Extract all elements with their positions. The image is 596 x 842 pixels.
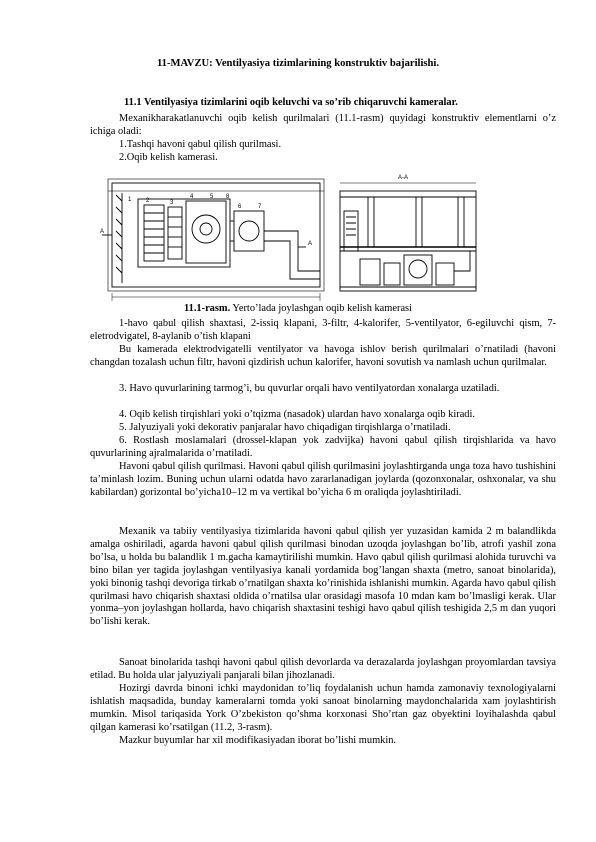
callout-number: 8 [226,194,230,200]
basement-supply-chamber-figure [98,171,480,303]
paragraph-last: Mazkur buyumlar har xil modifikasiyadan iborat bo’lishi mumkin. [119,735,397,746]
paragraph-mechanical: Mexanik va tabiiy ventilyasiya tizimlarida havoni qabul qilish yer yuzasidan kamida 2 m balandlikda amalga oshiriladi, agarda havoni qabul qilish qurilmasi binodan uzoqda joylashgan bo’lib, atrofi yashil zona bo’lsa, u holda bu balandlik 1 m.gacha kamaytirilishi mumkin. Havo qabul qilish qurilmasi alohida turuvchi va bino bilan yer tagida joylashgan ventilyasiya kanali yordamida bog’langan shaxta (metro, sanoat binolarida), yoki binonig tashqi devoriga tirkab o’rnatilgan shaxta ko’rinishida ishlanishi mumkin. Agarda havo qabul qilish qurilmasi havo chiqarish shaxtasi oldida o’rnatilsa ular orasidagi masofa 10 mdan kam bo’lmasligi kerak. Ular yonma–yon joylashgan hollarda, havo chiqarish shaxtasini teshigi havo qabul qilish teshigida 2,5 m dan yuqori bo’lishi kerak. [90,526,556,628]
section-heading: 11.1 Ventilyasiya tizimlarini oqib keluvchi va so’rib chiqaruvchi kameralar. [124,97,458,108]
callout-number: 2 [146,198,150,204]
callout-number: 3 [170,200,174,206]
paragraph-item-5: 5. Jalyuziyali yoki dekorativ panjaralar havo chiqadigan tirqishlarga o’rnatiladi. [119,422,451,433]
paragraph-chamber: Bu kamerada elektrodvigatelli ventilyator va havoga ishlov berish qurilmalari o’rnatiladi (havoni changdan tozalash uchun filtr, havoni qizdirish uchun kalorifer, havoni sovutish va namlash uchun qurilmalar. [90,344,556,368]
page-title: 11-MAVZU: Ventilyasiya tizimlarining konstruktiv bajarilishi. [156,58,440,69]
section-mark-a-left: A [100,229,105,235]
section-mark-a-right: A [308,241,313,247]
paragraph-item-3: 3. Havo quvurlarining tarmog’i, bu quvurlar orqali havo ventilyatordan xonalarga uzatiladi. [119,383,500,394]
callout-number: 5 [210,194,214,200]
list-item-1: 1.Tashqi havoni qabul qilish qurilmasi. [119,139,282,150]
figure-legend: 1-havo qabul qilish shaxtasi, 2-issiq klapani, 3-filtr, 4-kalorifer, 5-ventilyator, 6-egiluvchi qism, 7-eletrodvigatel, 8-aylanib o’tish klapani [90,318,556,342]
paragraph-modern: Hozirgi davrda binoni ichki maydonidan to’liq foydalanish uchun hamda zamonaviy texnologiyalarni ishlatish maqsadida, bunday kameralarni tomda yoki sanoat binolarning maydonchalarida xam joylashtirish mumkin. Misol tariqasida York O’zbekiston qo’shma korxonasi Sho’rtan gaz obyektini loyihalashda qabul qilgan kamerasi ko’rsatilgan (11.2, 3-rasm). [90,683,556,733]
paragraph-item-6: 6. Rostlash moslamalari (drossel-klapan yok zadvijka) havoni qabul qilish tirqishlarida va havo quvurlarining ajralmalarida o’rnatiladi. [90,435,556,459]
paragraph-industrial: Sanoat binolarida tashqi havoni qabul qilish devorlarda va derazalarda joylashgan proyomlardan tavsiya etilad. Bu holda ular jalyuziyali panjarali bilan jihozlanadi. [90,657,556,681]
paragraph-intake: Havoni qabul qilish qurilmasi. Havoni qabul qilish qurilmasini joylashtirganda unga toza havo tushishini ta’minlash lozim. Buning uchun ularni odatda havo zararlanadigan joylarda (qozonxonalar, oshxonalar, va shu kabilardan) gorizontal bo’yicha10–12 m va vertikal bo’yicha 6 m oraliqda joylashtiriladi. [90,461,556,498]
figure-caption [0,303,596,314]
caption-text: Yerto’lada joylashgan oqib kelish kamerasi [230,303,412,314]
caption-label: 11.1-rasm. [184,303,231,314]
callout-number: 7 [258,204,262,210]
callout-number: 6 [238,204,242,210]
intro-paragraph: Mexanikharakatlanuvchi oqib kelish qurilmalari (11.1-rasm) quyidagi konstruktiv elementlarni o’z ichiga oladi: [90,113,556,137]
callout-number: 4 [190,194,194,200]
callout-number: 1 [128,197,132,203]
list-item-2: 2.Oqib kelish kamerasi. [119,152,218,163]
paragraph-item-4: 4. Oqib kelish tirqishlari yoki o’tqizma (nasadok) ulardan havo xonalarga oqib kiradi. [119,409,475,420]
section-label-aa: A-A [398,175,409,181]
